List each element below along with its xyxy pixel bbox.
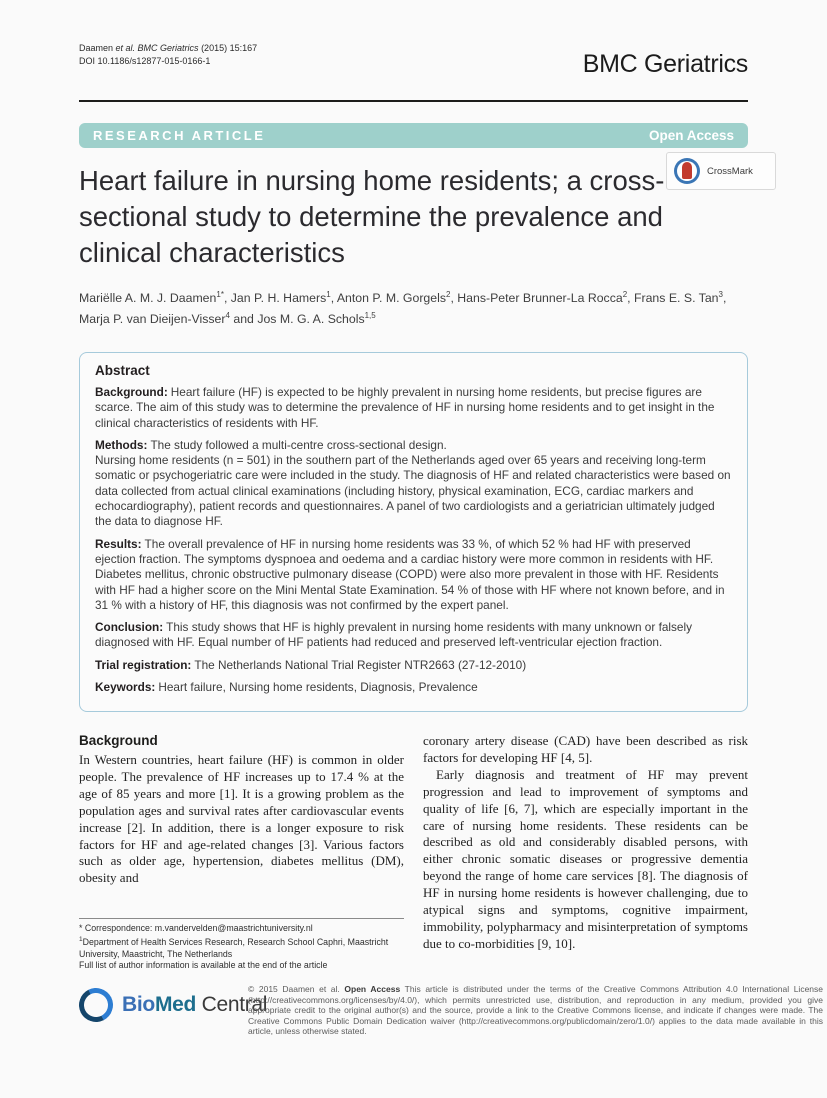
crossmark-badge[interactable] [666, 152, 776, 190]
right-column [423, 733, 748, 953]
correspondence-email-link[interactable]: m.vandervelden@maastrichtuniversity.nl [154, 923, 313, 933]
abstract-heading: Abstract [95, 363, 150, 378]
author: Frans E. S. Tan$^3$, [633, 290, 727, 306]
abstract-results: Results: The overall prevalence of HF in nursing home residents was 33 %, of which 52 % had HF with preserved ejection fraction. The symptoms dyspnoea and oedema and a cardiac history were more common in residents with HF. Diabetes mellitus, chronic obstructive pulmonary disease (COPD) were also more prevalent in those with HF. Residents with HF had a higher score on the Mini Mental State Examination. 54 % of those with HF where not known before, and in 31 % with a history of HF, this diagnosis was not confirmed by the expert panel. [95, 536, 725, 612]
author: Mariëlle A. M. J. Daamen$^{1*}$, [79, 290, 231, 306]
biomed-central-ring-icon [75, 984, 118, 1027]
left-column [79, 733, 404, 887]
citation-line: Daamen et al. BMC Geriatrics (2015) 15:167 [79, 43, 258, 53]
abstract-background-label: Background: [95, 385, 168, 399]
affiliation-line: $^1$Department of Health Services Research, Research School Caphri, Maastricht University, Maastricht, The Netherlands [79, 936, 389, 959]
article-type-banner [79, 123, 748, 148]
abstract-keywords: Keywords: Heart failure, Nursing home residents, Diagnosis, Prevalence [95, 680, 478, 695]
doi-line: DOI 10.1186/s12877-015-0166-1 [79, 56, 211, 66]
abstract-trial-label: Trial registration: [95, 657, 192, 672]
author: Hans-Peter Brunner-La Rocca$^2$, [457, 290, 634, 306]
body-paragraph: coronary artery disease (CAD) have been described as risk factors for developing HF [4, 5]. [423, 733, 748, 765]
license-statement: © 2015 Daamen et al. Open Access This article is distributed under the terms of the Creative Commons Attribution 4.0 International License (http://creativecommons.org/licenses/by/4.0/), which permits unrestricted use, distribution, and reproduction in any medium, provided you give appropriate credit to the original author(s) and the source, provide a link to the Creative Commons license, and indicate if changes were made. The Creative Commons Public Domain Dedication waiver (http://creativecommons.org/publicdomain/zero/1.0/) applies to the data made available in this article, unless otherwise stated. [248, 984, 824, 1037]
open-access-label: Open Access [648, 128, 734, 143]
abstract-box [79, 352, 748, 712]
citation-block [79, 42, 257, 68]
footnote-block [79, 923, 409, 972]
abstract-conclusion-label: Conclusion: [95, 620, 164, 635]
header-rule [79, 100, 748, 102]
open-access-bold: Open Access [344, 984, 401, 994]
body-paragraph: In Western countries, heart failure (HF) is common in older people. The prevalence of HF increases up to 17.4 % at the age of 85 years and more [1]. It is a growing problem as the population ages and survival rates after cardiovascular events increase [2]. In addition, there is a longer exposure to risk factors for HF and age-related changes [3]. Various factors such as older age, hypertension, diabetes mellitus (DM), obesity and [79, 752, 404, 886]
author-info-note: Full list of author information is available at the end of the article [79, 960, 328, 971]
abstract-keywords-label: Keywords: [95, 680, 156, 695]
page-title: Heart failure in nursing home residents; a cross-sectional study to determine the prevalence and clinical characteristics [79, 165, 665, 268]
body-paragraph: Early diagnosis and treatment of HF may prevent progression and lead to improvement of symptoms and quality of life [6, 7], which are especially important in the care of nursing home residents. These residents can be described as old and considerably disabled persons, with either chronic somatic diseases or progressive dementia beyond the range of home care services [8]. The diagnosis of HF in nursing home residents is however challenging, due to atypical signs and symptoms, cognitive impairment, immobility, polypharmacy and misinterpretation of symptoms due to co-morbidities [9, 10]. [423, 766, 748, 951]
abstract-results-label: Results: [95, 536, 142, 551]
biomed-central-logo [79, 988, 267, 1022]
author: Anton P. M. Gorgels$^2$, [336, 290, 458, 306]
authors-line [79, 286, 748, 328]
footnote-rule [79, 918, 404, 919]
abstract-background: Background: Heart failure (HF) is expected to be highly prevalent in nursing home residents, but precise figures are scarce. The aim of this study was to determine the prevalence of HF in nursing home residents and to get insight in the clinical characteristics of residents with HF. [95, 385, 715, 430]
author: Jos M. G. A. Schols$^{1,5}$ [257, 311, 376, 327]
abstract-trial-registration: Trial registration: The Netherlands National Trial Register NTR2663 (27-12-2010) [95, 657, 527, 672]
logo-med: Med [154, 993, 197, 1016]
research-article-label: RESEARCH ARTICLE [93, 128, 266, 143]
author: Marja P. van Dieijen-Visser$^4$ and [79, 311, 258, 327]
author: Jan P. H. Hamers$^1$, [230, 290, 337, 306]
abstract-conclusion: Conclusion: This study shows that HF is highly prevalent in nursing home residents with many unknown or falsely diagnosed with HF. Equal number of HF patients had reduced and preserved left-ventricular ejection fraction. [95, 620, 693, 650]
journal-title: BMC Geriatrics [582, 50, 748, 78]
section-heading-background: Background [79, 733, 158, 748]
logo-central: Central [196, 993, 268, 1016]
abstract-methods-label: Methods: [95, 437, 148, 452]
logo-bio: Bio [122, 993, 155, 1016]
abstract-methods: Methods: The study followed a multi-centre cross-sectional design. Nursing home residents (n = 501) in the southern part of the Netherlands aged over 65 years and receiving long-term somatic or psychogeriatric care were included in the study. The diagnosis of HF and related characteristics were based on data collected from actual clinical examinations (including history, physical examination, ECG, cardiac markers and echocardiography), patient records and questionnaires. A panel of two cardiologists and a geriatrician ultimately judged the data to diagnose HF. [95, 437, 731, 529]
crossmark-label: CrossMark [707, 165, 753, 177]
correspondence-line: * Correspondence: m.vandervelden@maastrichtuniversity.nl [79, 923, 313, 933]
